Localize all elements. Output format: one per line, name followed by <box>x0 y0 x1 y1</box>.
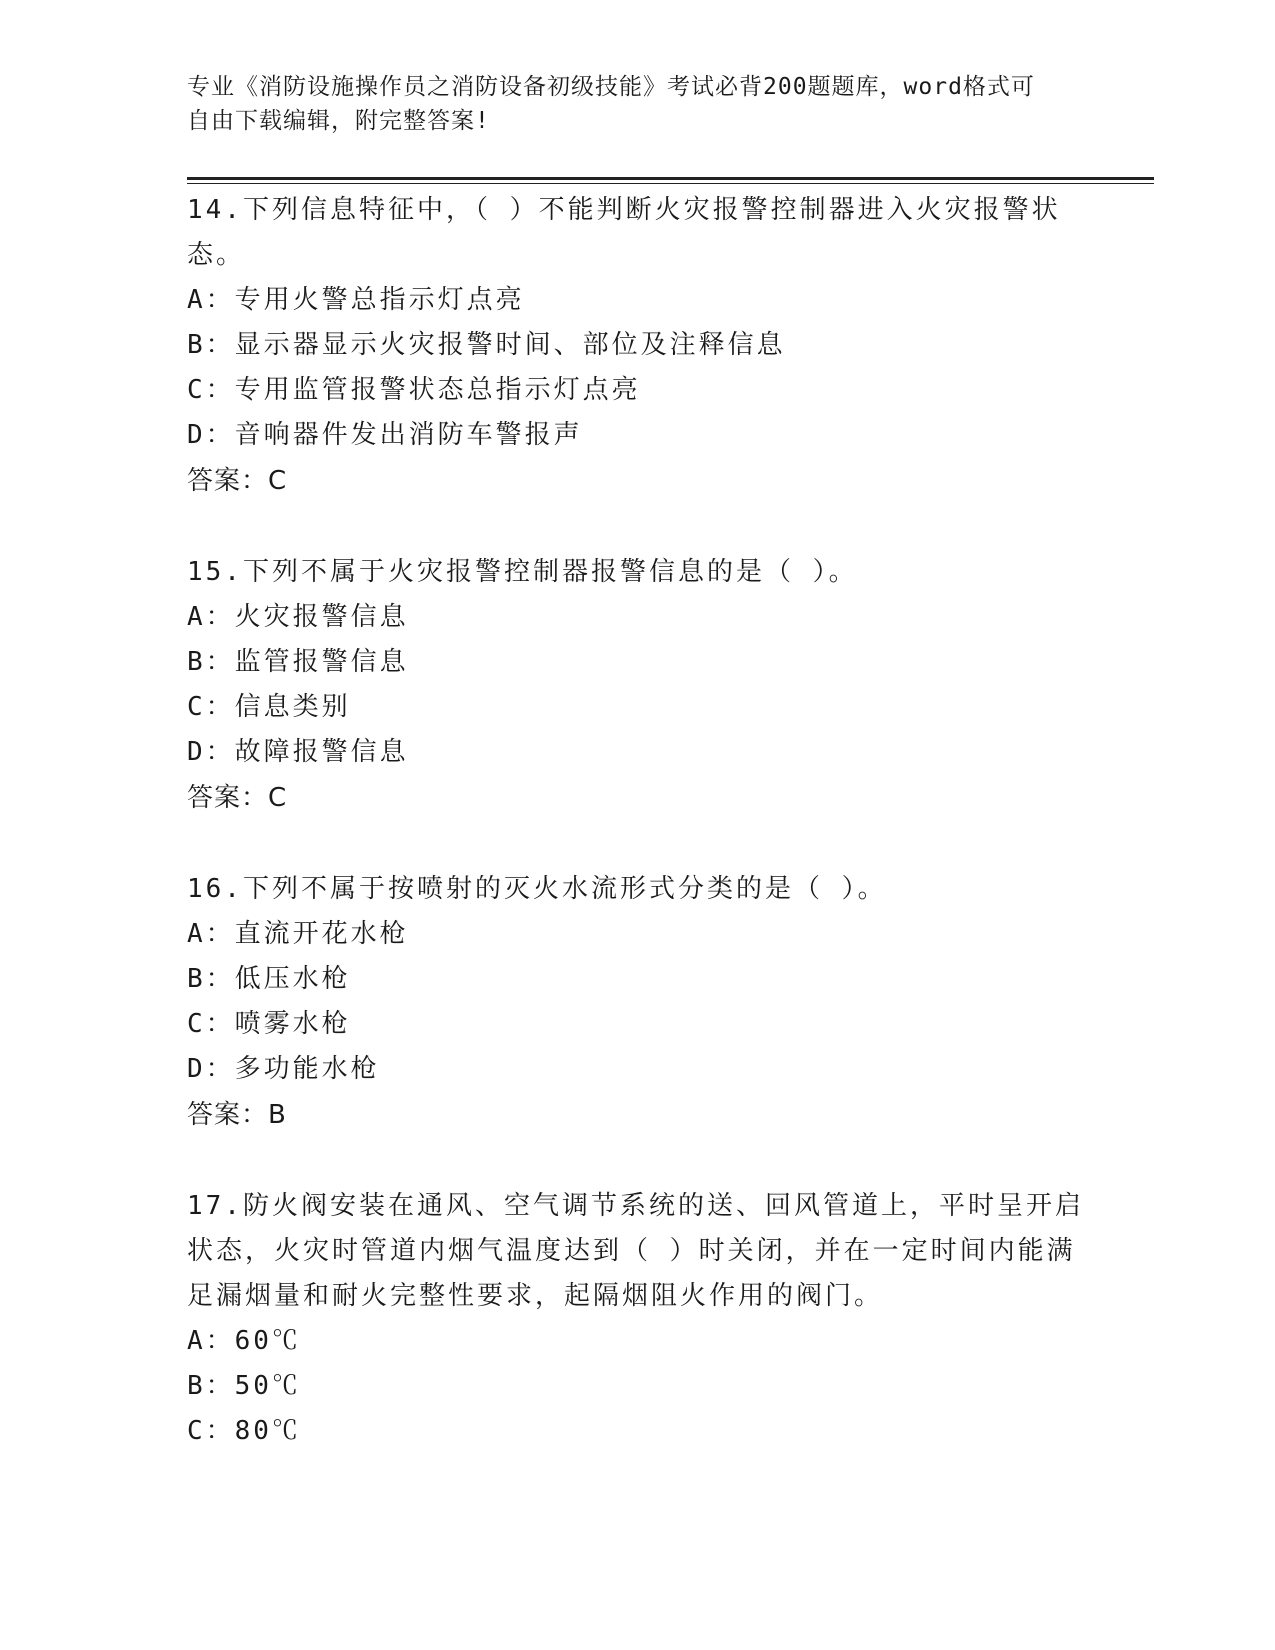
header-divider-thin <box>187 183 1154 184</box>
option-b: B：监管报警信息 <box>187 647 409 677</box>
option-c: C：80℃ <box>187 1416 301 1446</box>
answer: 答案：B <box>187 1100 287 1130</box>
option-b: B：50℃ <box>187 1371 301 1401</box>
option-c: C：信息类别 <box>187 692 351 722</box>
option-a: A：专用火警总指示灯点亮 <box>187 285 525 315</box>
header-divider-thick <box>187 177 1154 180</box>
option-a: A：60℃ <box>187 1326 301 1356</box>
question-17 <box>187 1184 1087 1454</box>
option-d: D：音响器件发出消防车警报声 <box>187 420 583 450</box>
header-line-1: 专业《消防设施操作员之消防设备初级技能》考试必背200题题库，word格式可 <box>187 74 1035 100</box>
question-stem: 14.下列信息特征中，（ ）不能判断火灾报警控制器进入火灾报警状态。 <box>187 195 1061 270</box>
question-stem: 17.防火阀安装在通风、空气调节系统的送、回风管道上，平时呈开启状态，火灾时管道内烟气温度达到（ ）时关闭，并在一定时间内能满足漏烟量和耐火完整性要求，起隔烟阻火作用的阀门。 <box>187 1191 1084 1311</box>
answer: 答案：C <box>187 466 288 496</box>
question-14 <box>187 188 1087 504</box>
option-d: D：故障报警信息 <box>187 737 409 767</box>
option-b: B：低压水枪 <box>187 964 351 994</box>
option-a: A：直流开花水枪 <box>187 919 409 949</box>
question-stem: 15.下列不属于火灾报警控制器报警信息的是（ ）。 <box>187 557 858 587</box>
answer: 答案：C <box>187 783 288 813</box>
question-list <box>187 188 1087 1500</box>
option-a: A：火灾报警信息 <box>187 602 409 632</box>
header-line-2: 自由下载编辑，附完整答案! <box>187 108 490 134</box>
document-header <box>187 70 1087 138</box>
question-15 <box>187 550 1087 821</box>
option-d: D：多功能水枪 <box>187 1054 380 1084</box>
question-stem: 16.下列不属于按喷射的灭火水流形式分类的是（ ）。 <box>187 874 887 904</box>
option-b: B：显示器显示火灾报警时间、部位及注释信息 <box>187 330 786 360</box>
option-c: C：喷雾水枪 <box>187 1009 351 1039</box>
question-16 <box>187 867 1087 1138</box>
option-c: C：专用监管报警状态总指示灯点亮 <box>187 375 641 405</box>
